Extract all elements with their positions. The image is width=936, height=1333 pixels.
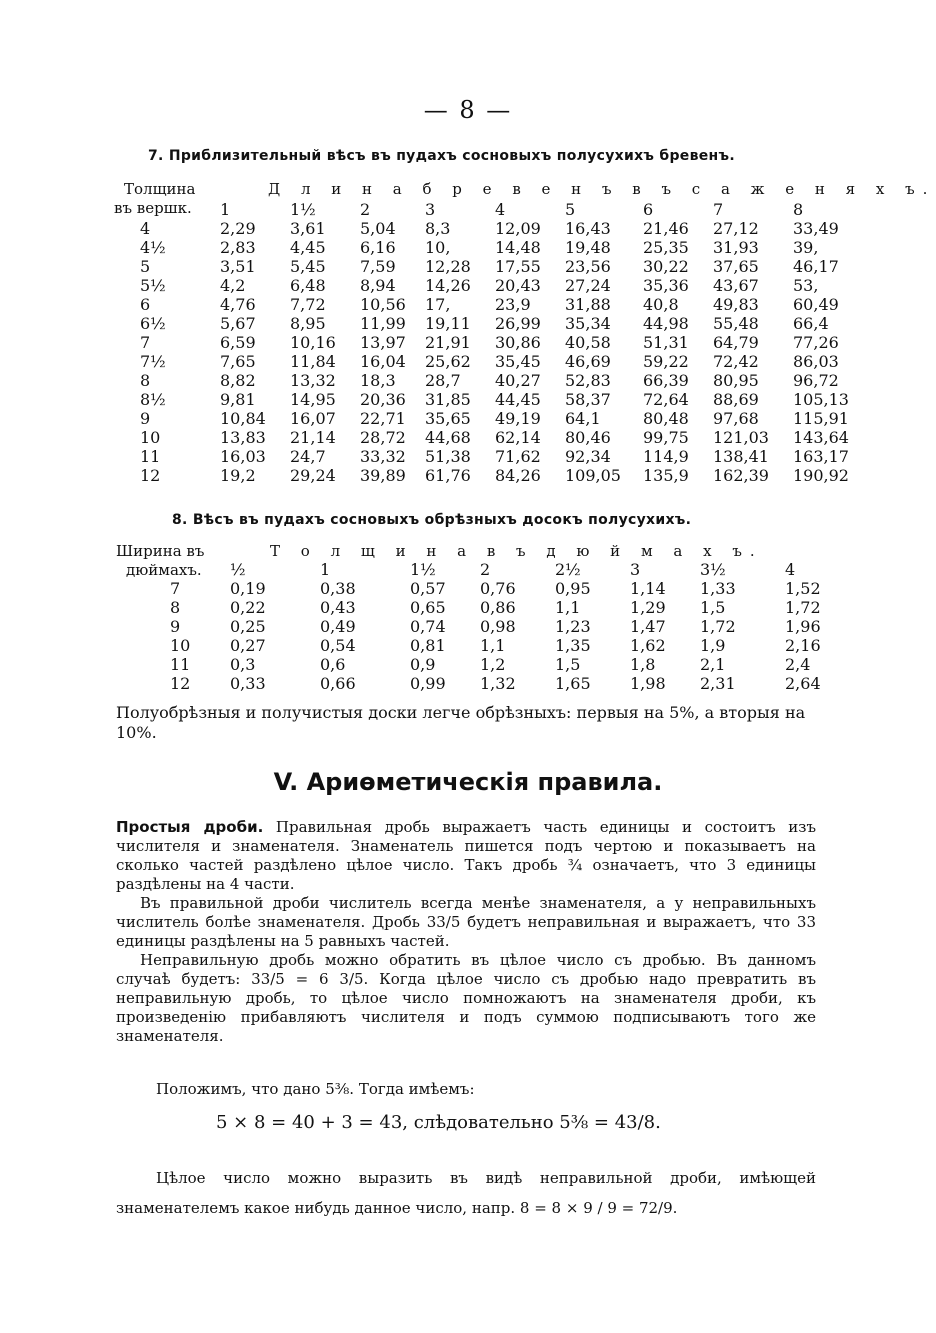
table-cell: 16,43 — [565, 219, 611, 238]
table-cell: 6,16 — [360, 238, 396, 257]
table-cell: 1,62 — [630, 636, 666, 655]
table-cell: 33,32 — [360, 447, 406, 466]
paragraph-simple-fractions — [116, 818, 816, 894]
table-row — [140, 409, 873, 428]
table-row — [140, 257, 873, 276]
table-cell: 72,42 — [713, 352, 759, 371]
table8-column-header: 3 — [630, 560, 641, 579]
table7 — [140, 200, 873, 485]
table-cell: 1,52 — [785, 579, 821, 598]
table8-note: Полуобрѣзныя и получистыя доски легче обрѣзныхъ: первыя на 5%, а вторыя на 10%. — [116, 703, 806, 742]
table-cell: 61,76 — [425, 466, 471, 485]
table7-header-thickness-unit: въ вершк. — [114, 199, 192, 217]
table-cell: 0,19 — [230, 579, 266, 598]
table-cell: 28,72 — [360, 428, 406, 447]
table-cell: 1,5 — [555, 655, 581, 674]
table-cell: 31,85 — [425, 390, 471, 409]
paragraph-whole-number: Цѣлое число можно выразить въ видѣ неправильной дроби, имѣющей знаменателемъ какое нибудь данное число, напр. 8 = 8 × 9 / 9 = 72/9. — [116, 1169, 816, 1217]
table-cell: 12,28 — [425, 257, 471, 276]
table-cell: 39,89 — [360, 466, 406, 485]
table8-column-header: 2 — [480, 560, 491, 579]
table8-column-header: 3½ — [700, 560, 726, 579]
table-cell: 80,46 — [565, 428, 611, 447]
table-cell: 0,74 — [410, 617, 446, 636]
table7-column-header: 4 — [495, 200, 506, 219]
table-cell: 58,37 — [565, 390, 611, 409]
table-cell: 30,22 — [643, 257, 689, 276]
table-cell: 21,46 — [643, 219, 689, 238]
table-cell: 60,49 — [793, 295, 839, 314]
table-cell: 0,27 — [230, 636, 266, 655]
table7-column-header: 3 — [425, 200, 436, 219]
table7-column-header: 5 — [565, 200, 576, 219]
table-row — [140, 371, 873, 390]
table-cell: 0,22 — [230, 598, 266, 617]
table-cell: 1,23 — [555, 617, 591, 636]
table-cell: 16,04 — [360, 352, 406, 371]
table7-header-length: Д л и н а б р е в е н ъ в ъ с а ж е н я х ъ. — [268, 180, 936, 198]
table-cell: 162,39 — [713, 466, 769, 485]
table-cell: 84,26 — [495, 466, 541, 485]
table-cell: 2,64 — [785, 674, 821, 693]
table-cell: 13,83 — [220, 428, 266, 447]
table-cell: 28,7 — [425, 371, 461, 390]
table-cell: 13,97 — [360, 333, 406, 352]
table-cell: 0,38 — [320, 579, 356, 598]
table-cell: 1,47 — [630, 617, 666, 636]
table-cell: 97,68 — [713, 409, 759, 428]
row-label: 11 — [170, 655, 191, 674]
paragraph-example: Положимъ, что дано 5⅜. Тогда имѣемъ: — [156, 1080, 475, 1098]
table-cell: 7,65 — [220, 352, 256, 371]
table-cell: 8,94 — [360, 276, 396, 295]
table-cell: 62,14 — [495, 428, 541, 447]
row-label: 7½ — [140, 352, 166, 371]
table-cell: 31,93 — [713, 238, 759, 257]
table-cell: 44,98 — [643, 314, 689, 333]
table-cell: 77,26 — [793, 333, 839, 352]
table-cell: 1,72 — [700, 617, 736, 636]
section-title: V. Ариѳметическія правила. — [273, 768, 663, 796]
table-row — [170, 617, 855, 636]
table-cell: 10,16 — [290, 333, 336, 352]
table-cell: 35,34 — [565, 314, 611, 333]
table-cell: 1,32 — [480, 674, 516, 693]
table-cell: 21,14 — [290, 428, 336, 447]
row-label: 6 — [140, 295, 151, 314]
table-cell: 1,8 — [630, 655, 656, 674]
table-cell: 27,12 — [713, 219, 759, 238]
table-cell: 49,19 — [495, 409, 541, 428]
table-row — [140, 295, 873, 314]
table-cell: 26,99 — [495, 314, 541, 333]
table-row — [140, 238, 873, 257]
table-cell: 19,2 — [220, 466, 256, 485]
table-cell: 0,76 — [480, 579, 516, 598]
table-cell: 22,71 — [360, 409, 406, 428]
table-cell: 66,4 — [793, 314, 829, 333]
table-row — [140, 466, 873, 485]
table-cell: 0,86 — [480, 598, 516, 617]
table8-header-width-unit: дюймахъ. — [126, 561, 202, 579]
table-cell: 13,32 — [290, 371, 336, 390]
table-cell: 40,8 — [643, 295, 679, 314]
table-cell: 51,31 — [643, 333, 689, 352]
table-cell: 88,69 — [713, 390, 759, 409]
table-cell: 4,45 — [290, 238, 326, 257]
table-row — [170, 636, 855, 655]
table-cell: 31,88 — [565, 295, 611, 314]
table-cell: 190,92 — [793, 466, 849, 485]
table-row — [140, 390, 873, 409]
table7-column-header: 2 — [360, 200, 371, 219]
table8-title: 8. Вѣсъ въ пудахъ сосновыхъ обрѣзныхъ досокъ полусухихъ. — [172, 512, 692, 528]
table-row — [140, 276, 873, 295]
table-cell: 1,1 — [555, 598, 581, 617]
table-cell: 4,2 — [220, 276, 246, 295]
row-label: 8 — [140, 371, 151, 390]
table-cell: 35,36 — [643, 276, 689, 295]
table-cell: 80,48 — [643, 409, 689, 428]
row-label: 10 — [170, 636, 191, 655]
table-cell: 39, — [793, 238, 819, 257]
table-row — [140, 333, 873, 352]
table-cell: 30,86 — [495, 333, 541, 352]
row-label: 8½ — [140, 390, 166, 409]
table-cell: 0,9 — [410, 655, 436, 674]
table-row — [140, 447, 873, 466]
table-row — [170, 598, 855, 617]
table-cell: 6,59 — [220, 333, 256, 352]
table-cell: 135,9 — [643, 466, 689, 485]
table-cell: 105,13 — [793, 390, 849, 409]
table-cell: 2,31 — [700, 674, 736, 693]
table-cell: 16,07 — [290, 409, 336, 428]
table-cell: 18,3 — [360, 371, 396, 390]
table-cell: 37,65 — [713, 257, 759, 276]
table-cell: 0,43 — [320, 598, 356, 617]
table-cell: 10,84 — [220, 409, 266, 428]
row-label: 12 — [140, 466, 161, 485]
table-cell: 80,95 — [713, 371, 759, 390]
table-cell: 0,95 — [555, 579, 591, 598]
table-cell: 44,68 — [425, 428, 471, 447]
table-cell: 14,26 — [425, 276, 471, 295]
table-row — [140, 428, 873, 447]
table-cell: 143,64 — [793, 428, 849, 447]
table-cell: 163,17 — [793, 447, 849, 466]
table-cell: 5,67 — [220, 314, 256, 333]
table-cell: 0,98 — [480, 617, 516, 636]
table-cell: 64,1 — [565, 409, 601, 428]
table7-header-blank — [140, 200, 220, 219]
table-cell: 0,25 — [230, 617, 266, 636]
table-cell: 1,2 — [480, 655, 506, 674]
table-cell: 59,22 — [643, 352, 689, 371]
table7-column-header: 1 — [220, 200, 231, 219]
table-row — [140, 352, 873, 371]
page-number: — 8 — — [423, 96, 513, 124]
table-cell: 6,48 — [290, 276, 326, 295]
table-cell: 25,35 — [643, 238, 689, 257]
table-cell: 10,56 — [360, 295, 406, 314]
table-row — [140, 314, 873, 333]
table-cell: 14,95 — [290, 390, 336, 409]
row-label: 11 — [140, 447, 161, 466]
row-label: 10 — [140, 428, 161, 447]
table-cell: 11,84 — [290, 352, 336, 371]
table-cell: 11,99 — [360, 314, 406, 333]
table7-column-header: 6 — [643, 200, 654, 219]
table-row — [170, 655, 855, 674]
table-cell: 23,9 — [495, 295, 531, 314]
table-cell: 8,82 — [220, 371, 256, 390]
table-cell: 1,72 — [785, 598, 821, 617]
table-cell: 8,3 — [425, 219, 451, 238]
row-label: 12 — [170, 674, 191, 693]
table-cell: 52,83 — [565, 371, 611, 390]
table8-header-thickness: Т о л щ и н а в ъ д ю й м а х ъ. — [270, 542, 763, 560]
table8-column-header: 4 — [785, 560, 796, 579]
table-cell: 114,9 — [643, 447, 689, 466]
table-cell: 1,1 — [480, 636, 506, 655]
table-cell: 1,35 — [555, 636, 591, 655]
table-cell: 46,17 — [793, 257, 839, 276]
table-cell: 96,72 — [793, 371, 839, 390]
table-cell: 1,5 — [700, 598, 726, 617]
table8-column-header: 2½ — [555, 560, 581, 579]
table-cell: 0,49 — [320, 617, 356, 636]
table-cell: 16,03 — [220, 447, 266, 466]
row-label: 5½ — [140, 276, 166, 295]
table-cell: 23,56 — [565, 257, 611, 276]
table-cell: 8,95 — [290, 314, 326, 333]
table-cell: 21,91 — [425, 333, 471, 352]
table-cell: 35,65 — [425, 409, 471, 428]
table-cell: 138,41 — [713, 447, 769, 466]
table-cell: 55,48 — [713, 314, 759, 333]
table-cell: 27,24 — [565, 276, 611, 295]
table-row — [170, 579, 855, 598]
table-cell: 7,72 — [290, 295, 326, 314]
table-cell: 66,39 — [643, 371, 689, 390]
table-cell: 49,83 — [713, 295, 759, 314]
table-cell: 19,11 — [425, 314, 471, 333]
table-cell: 14,48 — [495, 238, 541, 257]
table-cell: 3,51 — [220, 257, 256, 276]
table7-header-thickness: Толщина — [124, 180, 196, 198]
table-cell: 33,49 — [793, 219, 839, 238]
table-cell: 0,66 — [320, 674, 356, 693]
row-label: 8 — [170, 598, 181, 617]
table-cell: 29,24 — [290, 466, 336, 485]
table-cell: 1,98 — [630, 674, 666, 693]
table-cell: 25,62 — [425, 352, 471, 371]
table-cell: 1,9 — [700, 636, 726, 655]
table8-column-header-row — [170, 560, 855, 579]
table-cell: 5,45 — [290, 257, 326, 276]
row-label: 9 — [140, 409, 151, 428]
table-cell: 2,16 — [785, 636, 821, 655]
table7-title: 7. Приблизительный вѣсъ въ пудахъ сосновыхъ полусухихъ бревенъ. — [148, 148, 735, 164]
table-cell: 51,38 — [425, 447, 471, 466]
table-cell: 3,61 — [290, 219, 326, 238]
table-cell: 40,58 — [565, 333, 611, 352]
table-cell: 1,65 — [555, 674, 591, 693]
table-cell: 7,59 — [360, 257, 396, 276]
table-cell: 24,7 — [290, 447, 326, 466]
table8-column-header: 1 — [320, 560, 331, 579]
row-label: 7 — [140, 333, 151, 352]
table-cell: 0,99 — [410, 674, 446, 693]
paragraph-proper-fractions: Въ правильной дроби числитель всегда менѣе знаменателя, а у неправильныхъ числитель болѣе знаменателя. Дробь 33/5 будетъ неправильная и выражаетъ, что 33 единицы раздѣлены на 5 равныхъ частей. — [116, 894, 816, 950]
table-cell: 2,29 — [220, 219, 256, 238]
table-cell: 86,03 — [793, 352, 839, 371]
table7-column-header-row — [140, 200, 873, 219]
row-label: 9 — [170, 617, 181, 636]
row-label: 4½ — [140, 238, 166, 257]
table-cell: 1,14 — [630, 579, 666, 598]
table-cell: 17,55 — [495, 257, 541, 276]
formula-example: 5 × 8 = 40 + 3 = 43, слѣдовательно 5⅜ = 43/8. — [216, 1112, 661, 1133]
table-cell: 0,33 — [230, 674, 266, 693]
table-cell: 10, — [425, 238, 451, 257]
table-cell: 2,1 — [700, 655, 726, 674]
table-cell: 40,27 — [495, 371, 541, 390]
table7-column-header: 1½ — [290, 200, 316, 219]
table7-column-header: 7 — [713, 200, 724, 219]
table-cell: 4,76 — [220, 295, 256, 314]
table-cell: 0,57 — [410, 579, 446, 598]
row-label: 7 — [170, 579, 181, 598]
table-cell: 121,03 — [713, 428, 769, 447]
table-cell: 53, — [793, 276, 819, 295]
table-cell: 43,67 — [713, 276, 759, 295]
table-cell: 0,54 — [320, 636, 356, 655]
paragraph-improper-fractions: Неправильную дробь можно обратить въ цѣлое число съ дробью. Въ данномъ случаѣ будетъ: 33/5 = 6 3/5. Когда цѣлое число съ дробью надо превратить въ неправильную дробь, то цѣлое число помножаютъ на знаменателя дроби, къ произведенію прибавляютъ числителя и подъ суммою подписываютъ того же знаменателя. — [116, 951, 816, 1045]
table-cell: 9,81 — [220, 390, 256, 409]
table-cell: 5,04 — [360, 219, 396, 238]
table-cell: 92,34 — [565, 447, 611, 466]
table-cell: 19,48 — [565, 238, 611, 257]
table-cell: 0,65 — [410, 598, 446, 617]
row-label: 6½ — [140, 314, 166, 333]
table8 — [170, 560, 855, 693]
row-label: 5 — [140, 257, 151, 276]
table8-column-header: ½ — [230, 560, 246, 579]
paragraph-text: Правильная дробь выражаетъ часть единицы и состоитъ изъ числителя и знаменателя. Знаменатель пишется подъ чертою и показываетъ на сколько частей раздѣлено цѣлое число. Такъ дробь ¾ означаетъ, что 3 единицы раздѣлены на 4 части. — [116, 818, 816, 893]
table-cell: 35,45 — [495, 352, 541, 371]
table-cell: 46,69 — [565, 352, 611, 371]
table-cell: 20,36 — [360, 390, 406, 409]
table-cell: 0,3 — [230, 655, 256, 674]
table-cell: 0,81 — [410, 636, 446, 655]
table-row — [140, 219, 873, 238]
table-cell: 2,83 — [220, 238, 256, 257]
table-cell: 109,05 — [565, 466, 621, 485]
table-row — [170, 674, 855, 693]
table-cell: 71,62 — [495, 447, 541, 466]
table-cell: 115,91 — [793, 409, 849, 428]
table-cell: 64,79 — [713, 333, 759, 352]
table8-column-header: 1½ — [410, 560, 436, 579]
table-cell: 72,64 — [643, 390, 689, 409]
table7-column-header: 8 — [793, 200, 804, 219]
table-cell: 1,33 — [700, 579, 736, 598]
paragraph-lead: Простыя дроби. — [116, 818, 264, 836]
row-label: 4 — [140, 219, 151, 238]
table-cell: 12,09 — [495, 219, 541, 238]
table-cell: 1,29 — [630, 598, 666, 617]
table-cell: 2,4 — [785, 655, 811, 674]
table-cell: 1,96 — [785, 617, 821, 636]
table-cell: 44,45 — [495, 390, 541, 409]
table8-header-blank — [170, 560, 230, 579]
table-cell: 17, — [425, 295, 451, 314]
table-cell: 20,43 — [495, 276, 541, 295]
table-cell: 0,6 — [320, 655, 346, 674]
table8-header-width: Ширина въ — [116, 542, 205, 560]
table-cell: 99,75 — [643, 428, 689, 447]
